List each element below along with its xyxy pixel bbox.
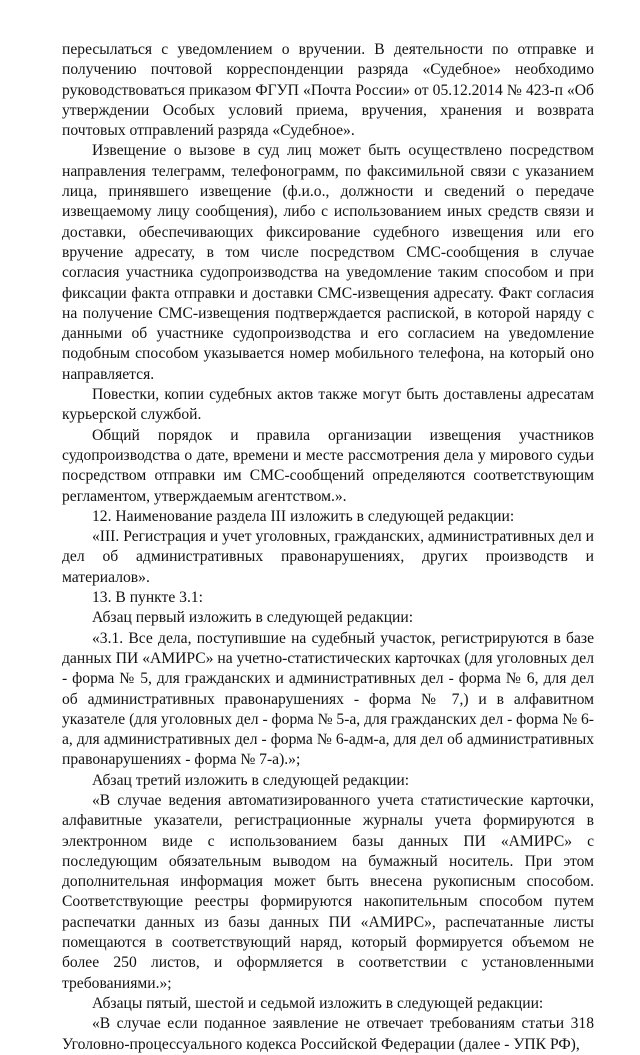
paragraph-5: 12. Наименование раздела III изложить в следующей редакции: — [92, 507, 515, 525]
document-page — [62, 40, 594, 1055]
paragraph-4: Общий порядок и правила организации извещения участников судопроизводства о дате, времени и месте рассмотрения дела у мирового судьи посредством отправки им СМС-сообщений определяются соответствующим регламентом, утверждаемым агентством.». — [62, 426, 594, 505]
paragraph-7: 13. В пункте 3.1: — [92, 589, 204, 607]
paragraph-12: Абзацы пятый, шестой и седьмой изложить в следующей редакции: — [92, 994, 544, 1012]
paragraph-6: «III. Регистрация и учет уголовных, гражданских, административных дел и дел об административных правонарушениях, других производств и материалов». — [62, 528, 594, 586]
paragraph-1: пересылаться с уведомлением о вручении. В деятельности по отправке и получению почтовой корреспонденции разряда «Судебное» необходимо руководствоваться приказом ФГУП «Почта России» от 05.12.2014 № 423-п «Об утверждении Особых условий приема, вручения, хранения и возврата почтовых отправлений разряда «Судебное». — [62, 41, 594, 140]
paragraph-11: «В случае ведения автоматизированного учета статистические карточки, алфавитные указатели, регистрационные журналы учета формируются в электронном виде с использованием базы данных ПИ «АМИРС» с последующим обязательным выводом на бумажный носитель. При этом дополнительная информация может быть внесена рукописным способом. Соответствующие реестры формируются накопительным способом путем распечатки данных из базы данных ПИ «АМИРС», распечатанные листы помещаются в соответствующий наряд, который формируется объемом не более 250 листов, и оформляется в соответствии с установленными требованиями.»; — [62, 791, 594, 992]
paragraph-2: Извещение о вызове в суд лиц может быть осуществлено посредством направления телеграмм, телефонограмм, по факсимильной связи с указанием лица, принявшего извещение (ф.и.о., должности и сведений о передаче извещаемому лицу сообщения), либо с использованием иных средств связи и доставки, обеспечивающих фиксирование судебного извещения или его вручение адресату, в том числе посредством СМС-сообщения в случае согласия участника судопроизводства на уведомление таким способом и при фиксации факта отправки и доставки СМС-извещения адресату. Факт согласия на получение СМС-извещения подтверждается распиской, в которой наряду с данными об участнике судопроизводства и его согласием на уведомление подобным способом указывается номер мобильного телефона, на который оно направляется. — [62, 142, 594, 383]
paragraph-13: «В случае если поданное заявление не отвечает требованиям статьи 318 Уголовно-процессуального кодекса Российской Федерации (далее - УПК РФ), — [62, 1015, 594, 1053]
paragraph-3: Повестки, копии судебных актов также могут быть доставлены адресатам курьерской службой. — [62, 386, 594, 424]
paragraph-9: «3.1. Все дела, поступившие на судебный участок, регистрируются в базе данных ПИ «АМИРС» на учетно-статистических карточках (для уголовных дел - форма № 5, для гражданских и административных дел - форма № 6, для дел об административных правонарушениях - форма № 7,) и в алфавитном указателе (для уголовных дел - форма № 5-а, для гражданских дел - форма № 6-а, для административных дел - форма № 6-адм-а, для дел об административных правонарушениях - форма № 7-а).»; — [62, 629, 594, 769]
paragraph-10: Абзац третий изложить в следующей редакции: — [92, 771, 410, 789]
paragraph-8: Абзац первый изложить в следующей редакции: — [92, 609, 414, 627]
